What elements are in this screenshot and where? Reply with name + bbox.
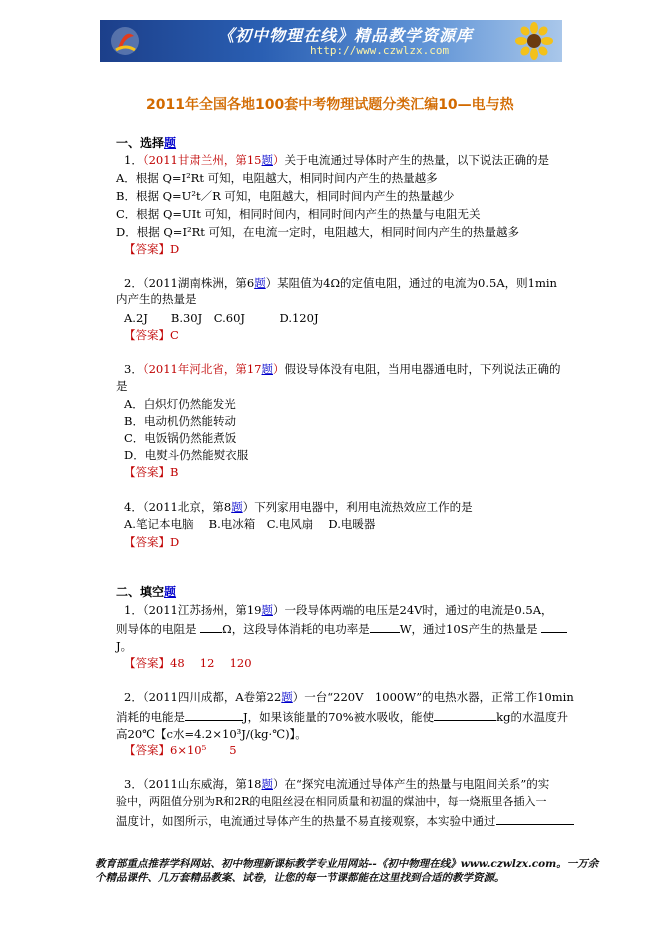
f3-source-link[interactable]: 题	[261, 777, 273, 791]
q3-option-d: D．电熨斗仍然能熨衣服	[124, 448, 249, 462]
q1-number: 1．	[124, 153, 143, 167]
f1-source-link[interactable]: 题	[261, 603, 273, 617]
f3-source: （2011山东威海，第	[142, 777, 247, 791]
q1-question: 关于电流通过导体时产生的热量，以下说法正确的是	[284, 153, 549, 167]
q3-answer: 【答案】B	[124, 465, 179, 479]
q2-stem	[124, 276, 557, 290]
f1-source-close: ）	[273, 603, 285, 617]
q1-source-link[interactable]: 题	[261, 153, 273, 167]
section-2-link[interactable]: 题	[164, 585, 177, 599]
section-2-heading	[116, 585, 176, 599]
f3-blank-1[interactable]	[496, 813, 574, 825]
q3-source: （2011年河北省，第	[142, 362, 247, 376]
q1-answer: 【答案】D	[124, 242, 180, 256]
footer-line-2: 个精品课件、几万套精品教案、试卷，让您的每一节课都能在这里找到合适的教学资源。	[95, 872, 505, 884]
f1-question-line2	[116, 621, 567, 636]
f1-answer: 【答案】48 12 120	[124, 656, 252, 670]
q4-answer: 【答案】D	[124, 535, 180, 549]
q4-source-close: ）	[242, 500, 255, 514]
q1-source-number: 15	[246, 153, 262, 167]
q3-source-number: 17	[246, 362, 262, 376]
page-footer	[95, 857, 599, 885]
f1-source-number: 19	[246, 603, 262, 617]
q1-source-close: ）	[273, 153, 285, 167]
q1-option-d: D．根据 Q=I²Rt 可知，在电流一定时，电阻越大，相同时间内产生的热量越多	[116, 225, 520, 239]
q2-options: A.2J B.30J C.60J D.120J	[124, 311, 319, 325]
f2-answer: 【答案】6×10⁵ 5	[124, 743, 237, 757]
q2-source-number: 6	[246, 276, 255, 290]
q3-question-cont: 是	[116, 379, 128, 393]
f1-number: 1．	[124, 603, 143, 617]
q3-option-b: B．电动机仍然能转动	[124, 414, 236, 428]
q3-option-a: A．白炽灯仍然能发光	[124, 397, 236, 411]
f2-stem	[124, 690, 574, 704]
banner-title: 《初中物理在线》精品教学资源库	[218, 26, 474, 45]
f2-number: 2．	[124, 690, 143, 704]
f1-text-b: Ω，这段导体消耗的电功率是	[222, 622, 370, 636]
q2-question-cont: 内产生的热量是	[116, 292, 197, 306]
f3-stem	[124, 777, 549, 791]
f3-question-line3	[116, 813, 574, 828]
q4-source-number: 8	[223, 500, 232, 514]
q2-source-link[interactable]: 题	[254, 276, 266, 290]
f2-text-a: 消耗的电能是	[116, 710, 185, 724]
q4-number: 4．	[124, 500, 143, 514]
q1-stem	[124, 153, 549, 167]
q4-source-link[interactable]: 题	[231, 500, 243, 514]
f3-number: 3．	[124, 777, 143, 791]
section-2-prefix: 二、填空	[116, 585, 165, 599]
f2-text-b: J，如果该能量的70%被水吸收，能使	[243, 710, 435, 724]
f1-text-a: 则导体的电阻是	[116, 622, 197, 636]
f1-question-line3: J。	[116, 639, 133, 653]
f1-blank-2[interactable]	[370, 621, 400, 633]
section-1-prefix: 一、选择	[116, 136, 165, 150]
q1-source: （2011甘肃兰州，第	[142, 153, 247, 167]
q4-stem	[124, 500, 473, 514]
f2-question-line3: 高20℃【c水=4.2×10³J/(kg·℃)】。	[116, 727, 307, 741]
f3-question-line2: 验中，两阻值分别为R和2R的电阻丝浸在相同质量和初温的煤油中，每一烧瓶里各插入一	[116, 795, 547, 808]
site-logo-icon	[110, 26, 140, 56]
q1-option-a: A．根据 Q=I²Rt 可知，电阻越大，相同时间内产生的热量越多	[116, 171, 438, 185]
q2-source-close: ）	[265, 276, 278, 290]
q3-number: 3．	[124, 362, 143, 376]
f3-text: 温度计，如图所示，电流通过导体产生的热量不易直接观察，本实验中通过	[116, 814, 496, 828]
footer-line-1: 教育部重点推荐学科网站、初中物理新课标教学专业用网站--《初中物理在线》www.czwlzx.com。一万余	[95, 858, 599, 870]
q4-question: 下列家用电器中，利用电流热效应工作的是	[254, 500, 473, 514]
f3-question: 在“探究电流通过导体产生的热量与电阻间关系”的实	[284, 777, 550, 791]
q3-question: 假设导体没有电阻，当用电器通电时，下列说法正确的	[284, 362, 561, 376]
f1-text-c: W，通过10S产生的热量是	[399, 622, 538, 636]
f2-question-line2	[116, 709, 568, 724]
f3-source-number: 18	[246, 777, 262, 791]
q2-source: （2011湖南株洲，第	[142, 276, 247, 290]
q1-option-c: C．根据 Q=UIt 可知，相同时间内，相同时间内产生的热量与电阻无关	[116, 207, 481, 221]
f2-text-c: kg的水温度升	[496, 710, 569, 724]
q2-number: 2．	[124, 276, 143, 290]
q4-options: A.笔记本电脑 B.电冰箱 C.电风扇 D.电暖器	[124, 517, 376, 531]
section-1-link[interactable]: 题	[164, 136, 177, 150]
f1-blank-1[interactable]	[200, 621, 222, 633]
q4-source: （2011北京，第	[142, 500, 224, 514]
q1-option-b: B．根据 Q=U²t／R 可知，电阻越大，相同时间内产生的热量越少	[116, 189, 455, 203]
f2-source-link[interactable]: 题	[281, 690, 293, 704]
site-banner	[100, 20, 562, 62]
f1-blank-3[interactable]	[541, 621, 567, 633]
f2-question: 一台“220V 1000W”的电热水器，正常工作10min	[304, 690, 574, 704]
banner-url[interactable]: http://www.czwlzx.com	[310, 44, 450, 57]
f2-source-number: 22	[266, 690, 282, 704]
q2-question: 某阻值为4Ω的定值电阻，通过的电流为0.5A，则1min	[277, 276, 557, 290]
document-title: 2011年全国各地100套中考物理试题分类汇编10—电与热	[146, 97, 514, 113]
section-1-heading	[116, 136, 176, 150]
f1-stem	[124, 603, 553, 617]
f1-question: 一段导体两端的电压是24V时，通过的电流是0.5A，	[284, 603, 553, 617]
f2-blank-2[interactable]	[434, 709, 496, 721]
q3-source-close: ）	[273, 362, 285, 376]
f2-source: （2011四川成都，A卷第	[142, 690, 267, 704]
q3-option-c: C．电饭锅仍然能煮饭	[124, 431, 237, 445]
q2-answer: 【答案】C	[124, 328, 179, 342]
f1-source: （2011江苏扬州，第	[142, 603, 247, 617]
f2-source-close: ）	[292, 690, 305, 704]
q3-stem	[124, 362, 561, 376]
f3-source-close: ）	[273, 777, 285, 791]
q3-source-link[interactable]: 题	[261, 362, 273, 376]
f2-blank-1[interactable]	[185, 709, 243, 721]
sunflower-icon	[514, 22, 554, 60]
